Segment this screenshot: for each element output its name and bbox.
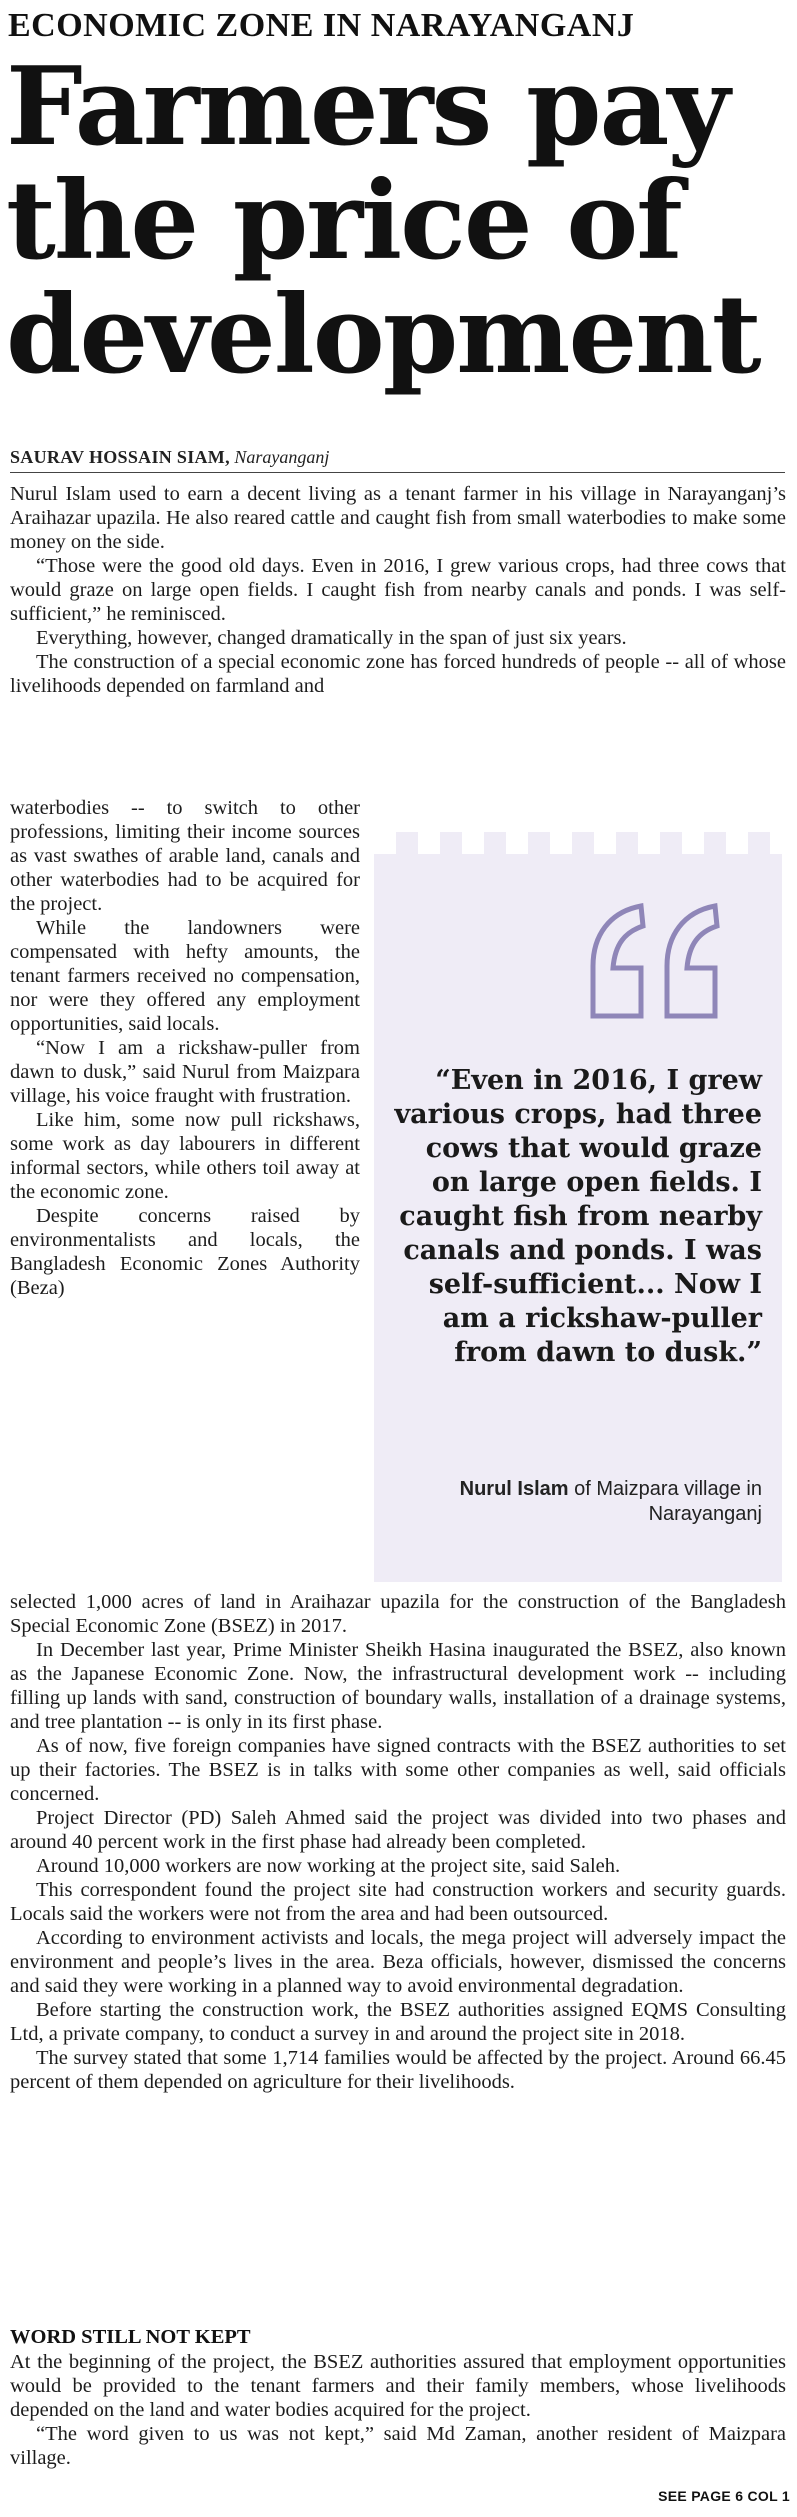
article-body-bottom [10,1590,786,2094]
pull-quote-attribution [394,1477,762,1527]
headline [6,44,791,398]
byline-location: Narayanganj [234,447,330,467]
attribution-detail: of Maizpara village in Narayanganj [574,1478,762,1525]
kicker: ECONOMIC ZONE IN NARAYANGANJ [8,7,635,44]
paragraph: Despite concerns raised by environmentalists and locals, the Bangladesh Economic Zones Authority (Beza) [10,1205,360,1299]
paragraph: Nurul Islam used to earn a decent living as a tenant farmer in his village in Narayanganj’s Araihazar upazila. He also reared cattle and caught fish from small waterbodies to make some money on the side. [10,483,786,553]
paragraph: This correspondent found the project site had construction workers and security guards. Locals said the workers were not from the area and had been outsourced. [10,1879,786,1925]
paragraph: Like him, some now pull rickshaws, some work as day labourers in different informal sectors, while others toil away at the economic zone. [10,1109,360,1203]
pull-quote-box [374,832,782,1582]
paragraph: “The word given to us was not kept,” said Md Zaman, another resident of Maizpara village. [10,2423,786,2469]
byline-author: SAURAV HOSSAIN SIAM, [10,447,230,467]
byline-divider [10,472,785,473]
paragraph: “Those were the good old days. Even in 2016, I grew various crops, had three cows that would graze on large open fields. I caught fish from nearby canals and ponds. I was self-sufficient,” he reminisced. [10,555,786,625]
paragraph: Around 10,000 workers are now working at the project site, said Saleh. [36,1855,621,1877]
paragraph: The construction of a special economic zone has forced hundreds of people -- all of whose livelihoods depended on farmland and [10,651,786,697]
headline-line-1: Farmers pay [6,44,729,170]
paragraph: Before starting the construction work, the BSEZ authorities assigned EQMS Consulting Ltd, a private company, to conduct a survey in and around the project site in 2018. [10,1999,786,2045]
section-heading: WORD STILL NOT KEPT [10,2326,251,2348]
byline [10,446,790,468]
paragraph: At the beginning of the project, the BSEZ authorities assured that employment opportunities would be provided to the tenant farmers and their family members, whose livelihoods depended on the land and water bodies acquired for the project. [10,2351,786,2421]
paragraph: In December last year, Prime Minister Sheikh Hasina inaugurated the BSEZ, also known as the Japanese Economic Zone. Now, the infrastructural development work -- including filling up lands with sand, construction of boundary walls, installation of a drainage systems, and tree plantation -- is only in its first phase. [10,1639,786,1733]
article-body-top [10,482,786,698]
crenellated-border [374,832,782,854]
paragraph: “Now I am a rickshaw-puller from dawn to dusk,” said Nurul from Maizpara village, his voice fraught with frustration. [10,1037,360,1107]
attribution-name: Nurul Islam [459,1478,569,1500]
paragraph: Project Director (PD) Saleh Ahmed said the project was divided into two phases and around 40 percent work in the first phase had already been completed. [10,1807,786,1853]
paragraph: waterbodies -- to switch to other professions, limiting their income sources as vast swathes of arable land, canals and other waterbodies had to be acquired for the project. [10,797,360,915]
paragraph: According to environment activists and locals, the mega project will adversely impact the environment and people’s lives in the area. Beza officials, however, dismissed the concerns and said they were working in a planned way to avoid environmental degradation. [10,1927,786,1997]
pull-quote-text: “Even in 2016, I grew various crops, had three cows that would graze on large open fields. I caught fish from nearby canals and ponds. I was self-sufficient... Now I am a rickshaw-puller from dawn to dusk.” [394,1065,762,1368]
paragraph: selected 1,000 acres of land in Araihazar upazila for the construction of the Bangladesh Special Economic Zone (BSEZ) in 2017. [10,1591,786,1637]
continuation-link[interactable]: SEE PAGE 6 COL 1 [658,2488,790,2504]
article-body-narrow [10,796,360,1300]
paragraph: While the landowners were compensated with hefty amounts, the tenant farmers received no compensation, nor were they offered any employment opportunities, said locals. [10,917,360,1035]
headline-line-2: the price of [6,158,681,284]
paragraph: As of now, five foreign companies have signed contracts with the BSEZ authorities to set up their factories. The BSEZ is in talks with some other companies as well, said officials concerned. [10,1735,786,1805]
headline-line-3: development [6,272,760,398]
paragraph: Everything, however, changed dramatically in the span of just six years. [36,627,627,649]
article-body-section [10,2350,786,2470]
paragraph: The survey stated that some 1,714 families would be affected by the project. Around 66.45 percent of them depended on agriculture for their livelihoods. [10,2047,786,2093]
open-quote-icon [579,892,729,1032]
